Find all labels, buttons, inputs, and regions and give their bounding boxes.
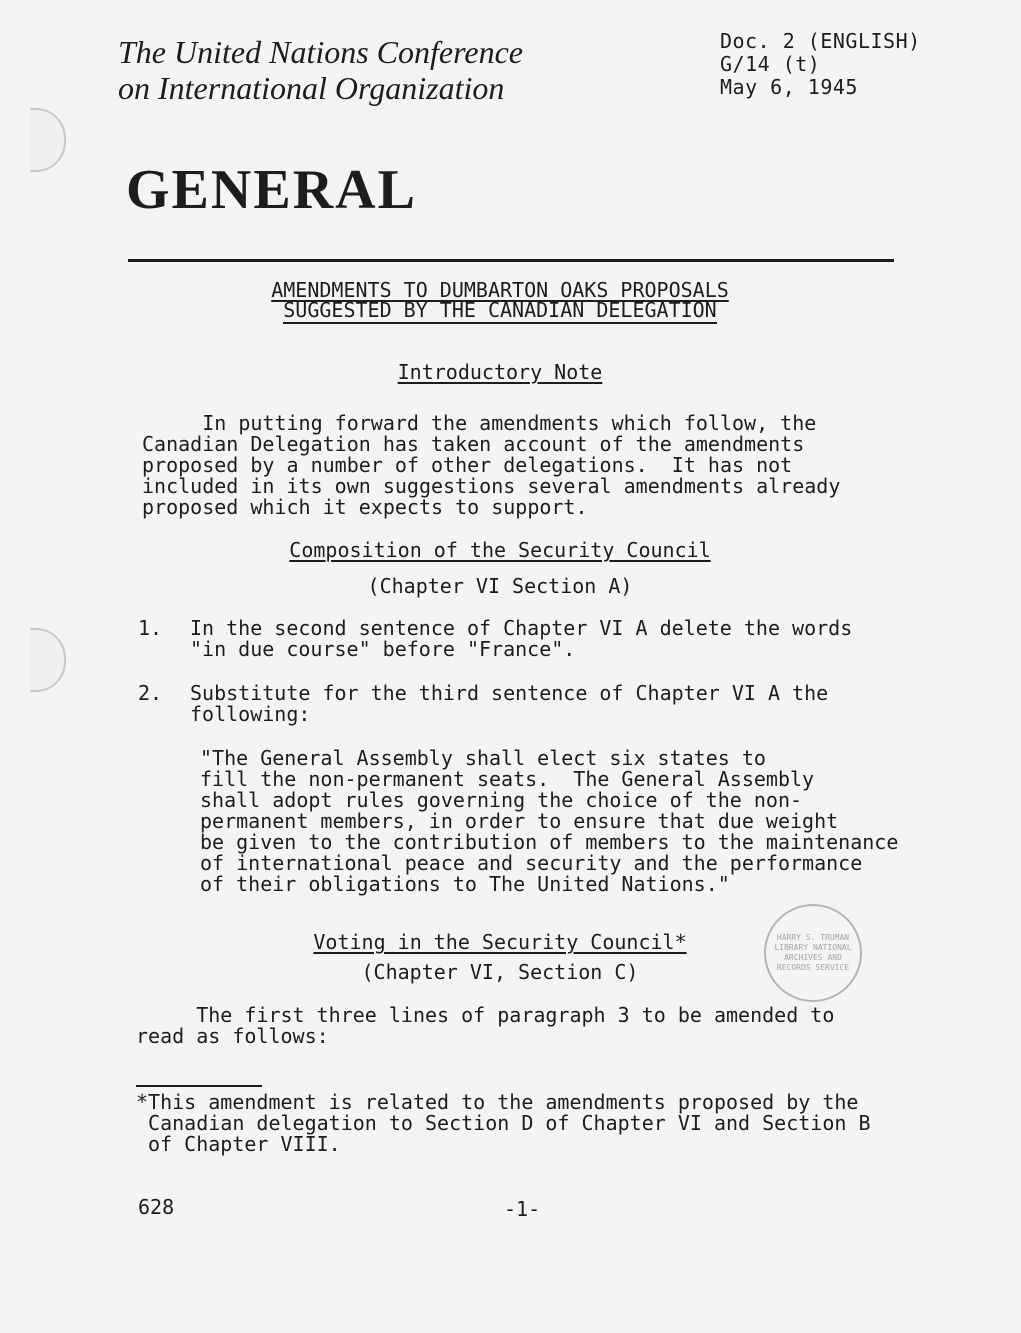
title-line-1: AMENDMENTS TO DUMBARTON OAKS PROPOSALS bbox=[271, 278, 729, 302]
doc-number: Doc. 2 (ENGLISH) bbox=[720, 29, 921, 53]
punch-hole bbox=[30, 628, 66, 692]
item-1-number: 1. bbox=[138, 616, 163, 640]
footnote-rule bbox=[136, 1085, 262, 1087]
item-2-number: 2. bbox=[138, 681, 163, 705]
title-line-2: SUGGESTED BY THE CANADIAN DELEGATION bbox=[283, 298, 717, 322]
conference-title bbox=[118, 34, 523, 106]
section-composition-subheading: (Chapter VI Section A) bbox=[367, 574, 633, 598]
page-number: -1- bbox=[504, 1197, 541, 1221]
intro-heading: Introductory Note bbox=[397, 360, 603, 384]
voting-paragraph: The first three lines of paragraph 3 to be amended to read as follows: bbox=[136, 1003, 835, 1048]
punch-hole bbox=[30, 108, 66, 172]
item-2-text: Substitute for the third sentence of Chapter VI A the following: bbox=[190, 681, 829, 726]
category-heading: GENERAL bbox=[126, 159, 417, 221]
item-1-text: In the second sentence of Chapter VI A delete the words "in due course" before "France". bbox=[190, 616, 853, 661]
footnote: *This amendment is related to the amendments proposed by the Canadian delegation to Section D of Chapter VI and Section B of Chapter VIII. bbox=[136, 1090, 871, 1156]
section-voting-heading: Voting in the Security Council* bbox=[313, 930, 687, 954]
conference-line-2: on International Organization bbox=[118, 70, 505, 106]
section-voting-subheading: (Chapter VI, Section C) bbox=[361, 960, 639, 984]
doc-date: May 6, 1945 bbox=[720, 75, 858, 99]
page-code: 628 bbox=[138, 1195, 175, 1219]
doc-code: G/14 (t) bbox=[720, 52, 821, 76]
intro-paragraph: In putting forward the amendments which follow, the Canadian Delegation has taken account of the amendments proposed by a number of other delegations. It has not included in its own suggestions several amendments already proposed which it expects to support. bbox=[142, 411, 841, 519]
conference-line-1: The United Nations Conference bbox=[118, 34, 523, 70]
quoted-amendment: "The General Assembly shall elect six states to fill the non-permanent seats. The General Assembly shall adopt rules governing the choice of the non- permanent members, in order to ensure that due weight be given to the contribution of members to the maintenance of international peace and security and the performance of their obligations to The United Nations." bbox=[200, 746, 899, 896]
header-rule bbox=[128, 259, 894, 262]
section-composition-heading: Composition of the Security Council bbox=[289, 538, 711, 562]
document-info bbox=[720, 30, 921, 99]
archive-stamp: HARRY S. TRUMAN LIBRARY NATIONAL ARCHIVES AND RECORDS SERVICE bbox=[764, 904, 862, 1002]
